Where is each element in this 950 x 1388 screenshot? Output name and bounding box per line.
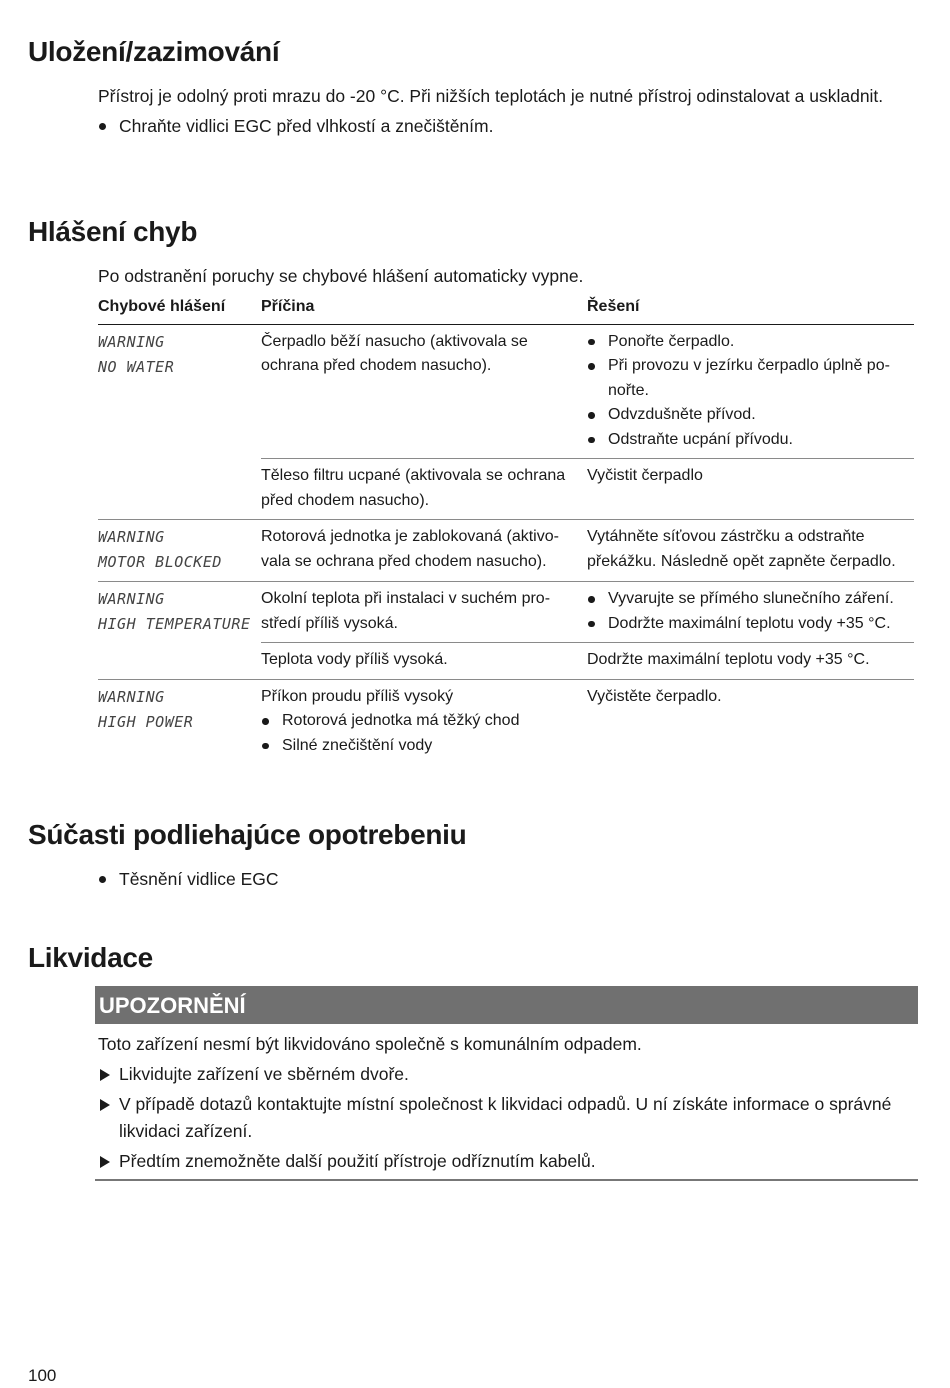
wear-body	[98, 866, 916, 893]
warning-banner: UPOZORNĚNÍ	[95, 986, 918, 1024]
error-code: WARNING HIGH POWER	[98, 679, 261, 764]
section-end-divider	[95, 1179, 918, 1181]
error-code: WARNING NO WATER	[98, 332, 175, 376]
error-code: WARNING MOTOR BLOCKED	[98, 520, 261, 582]
section-title-errors: Hlášení chyb	[28, 216, 198, 247]
table-row	[98, 679, 914, 764]
error-cause: Okolní teplota při instalaci v suchém prostředí příliš vysoká.	[261, 582, 587, 643]
table-row	[98, 324, 914, 459]
arrow-right-icon	[100, 1099, 110, 1111]
disposal-step: Likvidujte zařízení ve sběrném dvoře.	[98, 1061, 916, 1088]
page-number: 100	[28, 1366, 57, 1385]
error-solution: Vyčistěte čerpadlo.	[587, 679, 914, 764]
section-title-disposal: Likvidace	[28, 942, 153, 973]
error-code: WARNING HIGH TEMPERATURE	[98, 582, 261, 680]
error-solution: Dodržte maximální teplotu vody +35 °C.	[587, 643, 914, 680]
list-item: Ponořte čerpadlo.	[587, 330, 908, 355]
list-item: Silné znečištění vody	[261, 734, 581, 759]
wear-bullet: Těsnění vidlice EGC	[98, 866, 916, 893]
list-item: Odvzdušněte přívod.	[587, 403, 908, 428]
header-cause: Příčina	[261, 293, 587, 324]
error-cause: Těleso filtru ucpané (aktivovala se ochrana před chodem nasucho).	[261, 459, 587, 520]
list-item: Vyvarujte se přímého slunečního záření.	[587, 587, 908, 612]
error-cause: Teplota vody příliš vysoká.	[261, 643, 587, 680]
table-row	[98, 520, 914, 582]
list-item: Dodržte maximální teplotu vody +35 °C.	[587, 612, 908, 637]
arrow-right-icon	[100, 1156, 110, 1168]
error-cause	[261, 679, 587, 764]
storage-body	[98, 83, 916, 140]
disposal-body	[98, 1031, 916, 1175]
error-cause: Rotorová jednotka je zablokovaná (aktivovala se ochrana před chodem nasucho).	[261, 520, 587, 582]
error-solution	[587, 324, 914, 459]
storage-paragraph: Přístroj je odolný proti mrazu do -20 °C. Při nižších teplotách je nutné přístroj odinstalovat a uskladnit.	[98, 86, 884, 106]
disposal-text: Toto zařízení nesmí být likvidováno společně s komunálním odpadem.	[98, 1034, 642, 1054]
header-message: Chybové hlášení	[98, 293, 261, 324]
header-solution: Řešení	[587, 293, 914, 324]
errors-intro: Po odstranění poruchy se chybové hlášení automaticky vypne.	[98, 266, 584, 286]
storage-bullet: Chraňte vidlici EGC před vlhkostí a znečištěním.	[98, 113, 916, 140]
error-table	[98, 293, 914, 764]
list-item: Odstraňte ucpání přívodu.	[587, 428, 908, 453]
error-solution: Vytáhněte síťovou zástrčku a odstraňte překážku. Následně opět zapněte čerpadlo.	[587, 520, 914, 582]
error-solution: Vyčistit čerpadlo	[587, 459, 914, 520]
arrow-right-icon	[100, 1069, 110, 1081]
section-title-storage: Uložení/zazimování	[28, 36, 280, 67]
section-title-wear-parts: Súčasti podliehajúce opotrebeniu	[28, 819, 467, 850]
error-table-header	[98, 293, 914, 324]
list-item: Při provozu v jezírku čerpadlo úplně ponořte.	[587, 354, 908, 403]
table-row	[98, 582, 914, 643]
error-solution	[587, 582, 914, 643]
disposal-step: Předtím znemožněte další použití přístroje odříznutím kabelů.	[98, 1148, 916, 1175]
list-item: Rotorová jednotka má těžký chod	[261, 709, 581, 734]
disposal-step: V případě dotazů kontaktujte místní společnost k likvidaci odpadů. U ní získáte informace o správné likvidaci zařízení.	[98, 1091, 916, 1145]
cause-text: Příkon proudu příliš vysoký	[261, 687, 454, 705]
error-cause: Čerpadlo běží nasucho (aktivovala se ochrana před chodem nasucho).	[261, 332, 528, 374]
